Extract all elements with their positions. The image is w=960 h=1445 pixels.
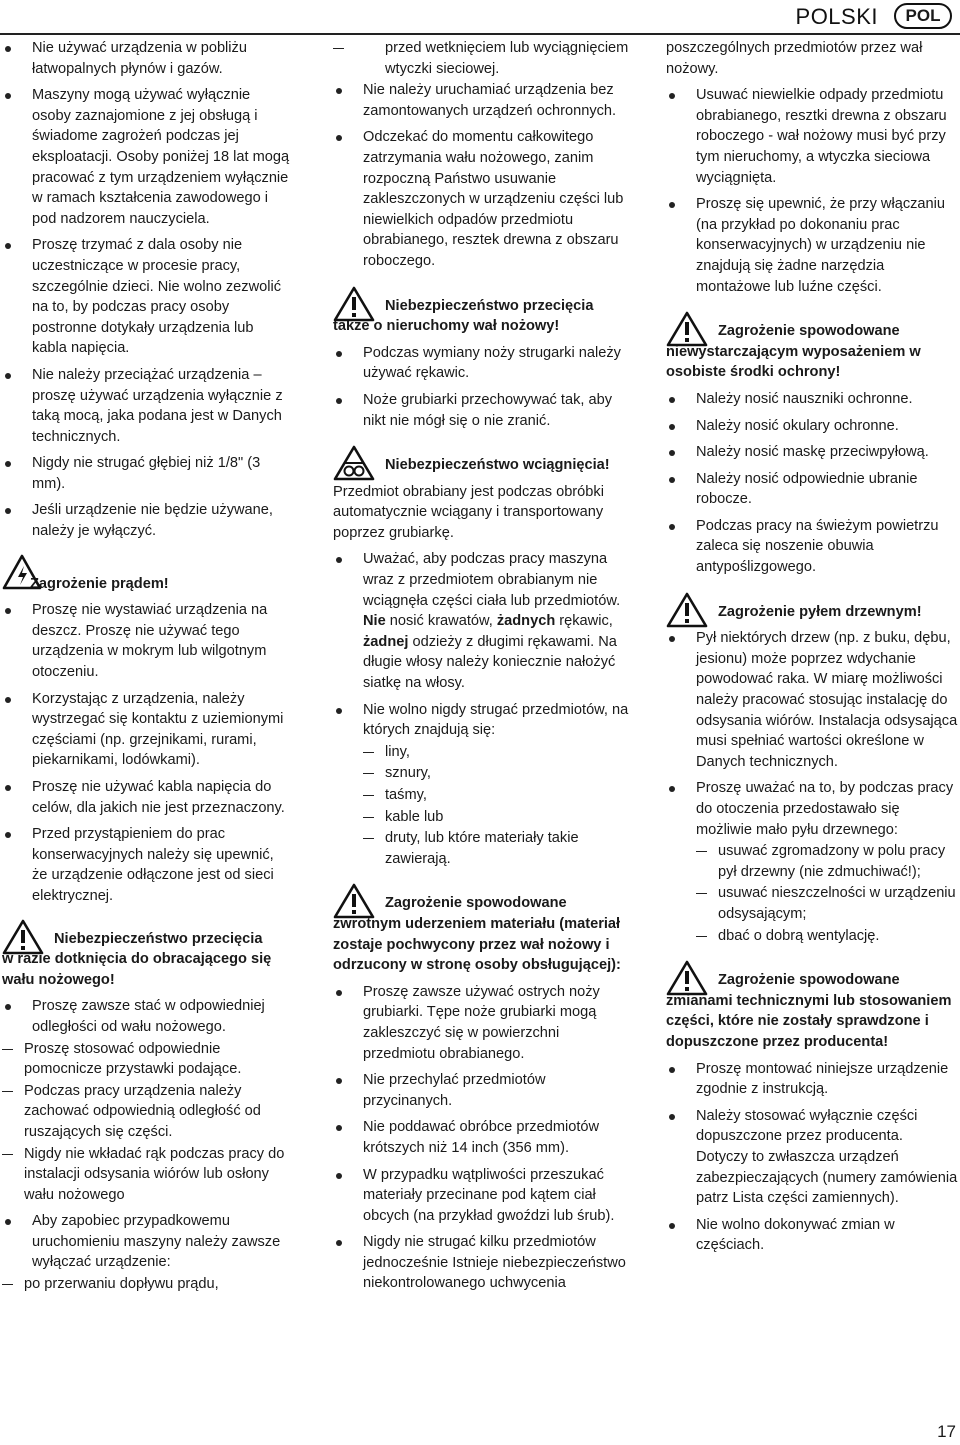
bullet-list-dust bbox=[666, 628, 958, 946]
warning-title: Niebezpieczeństwo wciągnięcia! bbox=[385, 457, 610, 474]
header-rule bbox=[0, 33, 960, 35]
warning-title: Zagrożenie spowodowane bbox=[718, 323, 900, 340]
pull-in-warning-icon bbox=[333, 445, 375, 481]
warning-pull-in bbox=[333, 455, 629, 476]
warning-title: Niebezpieczeństwo przecięcia bbox=[54, 930, 263, 947]
list-item: Podczas pracy na świeżym powietrzu zaleca się noszenie obuwia antypoślizgowego. bbox=[666, 516, 958, 578]
page-number: 17 bbox=[937, 1422, 956, 1442]
dash-list bbox=[2, 1274, 292, 1295]
list-item: Należy nosić maskę przeciwpyłową. bbox=[666, 442, 958, 463]
list-item: Nie należy uruchamiać urządzenia bez zamontowanych urządzeń ochronnych. bbox=[333, 80, 629, 121]
list-item: Pył niektórych drzew (np. z buku, dębu, jesionu) może poprzez wdychanie powodować raka. W miarę możliwości należy pracować stosując instalację do odsysania wiórów. Instalacja odsysająca musi spełniać wartości określone w Danych technicznych. bbox=[666, 628, 958, 772]
warning-subtitle: w razie dotknięcia do obracającego się wału nożowego! bbox=[2, 951, 272, 988]
bullet-list-modifications bbox=[666, 1059, 958, 1256]
list-item: Aby zapobiec przypadkowemu uruchomieniu maszyny należy zawsze wyłączać urządzenie: po przerwaniu dopływu prądu, bbox=[2, 1211, 292, 1294]
list-item: Proszę montować niniejsze urządzenie zgodnie z instrukcją. bbox=[666, 1059, 958, 1100]
list-item: Należy nosić nauszniki ochronne. bbox=[666, 389, 958, 410]
list-item: Uważać, aby podczas pracy maszyna wraz z przedmiotem obrabianym nie wciągnęła części ciała lub przedmiotów. Nie nosić krawatów, żadnych rękawic, żadnej odzieży z długimi rękawami. Na długie włosy należy koniecznie nałożyć siatkę na włosy. bbox=[333, 549, 629, 693]
continued-text: poszczególnych przedmiotów przez wał nożowy. bbox=[666, 40, 923, 77]
list-item: Nie należy przeciążać urządzenia – proszę używać urządzenia wyłącznie z taką mocą, jaka podana jest w Danych technicznych. bbox=[2, 365, 292, 447]
header-language: POLSKI bbox=[795, 4, 878, 29]
warning-title: Zagrożenie spowodowane bbox=[385, 895, 567, 912]
column-3 bbox=[666, 38, 958, 1262]
list-item: Noże grubiarki przechowywać tak, aby nikt nie mógł się o nie zranić. bbox=[333, 390, 629, 431]
warning-kickback bbox=[333, 893, 629, 975]
dash-list bbox=[363, 742, 629, 870]
dash-item: po przerwaniu dopływu prądu, bbox=[2, 1274, 292, 1295]
dash-item: przed wetknięciem lub wyciągnięciem wtyczki sieciowej. bbox=[333, 38, 629, 79]
list-item: Należy nosić okulary ochronne. bbox=[666, 416, 958, 437]
warning-triangle-icon bbox=[333, 286, 375, 322]
dash-list-continued bbox=[333, 38, 629, 79]
list-item: Maszyny mogą używać wyłącznie osoby zaznajomione z jej obsługą i świadome zagrożeń podczas jej eksploatacji. Osoby poniżej 18 lat mogą pracować z tym urządzeniem wyłącznie w ramach kształcenia zawodowego i pod nadzorem nauczyciela. bbox=[2, 85, 292, 229]
warning-subtitle: niewystarczającym wyposażeniem w osobiste środki ochrony! bbox=[666, 343, 921, 381]
warning-cut-rotating bbox=[2, 929, 292, 991]
warning-triangle-icon bbox=[666, 592, 708, 628]
warning-subtitle: także o nieruchomy wał nożowy! bbox=[333, 318, 560, 335]
column-2 bbox=[333, 38, 629, 1300]
language-badge: POL bbox=[894, 3, 952, 29]
list-item: Proszę uważać na to, by podczas pracy do otoczenia przedostawało się możliwie mało pyłu drzewnego: usuwać zgromadzony w polu pracy pył drzewny (nie zdmuchiwać!); usuwać nieszczelności w urządzeniu odsysającym; dbać o dobrą wentylację. bbox=[666, 778, 958, 946]
list-item: Nigdy nie strugać głębiej niż 1/8" (3 mm). bbox=[2, 453, 292, 494]
dash-list bbox=[696, 841, 958, 946]
dash-item: Nigdy nie wkładać rąk podczas pracy do instalacji odsysania wiórów lub osłony wału nożowego bbox=[2, 1144, 292, 1206]
list-item: Proszę nie używać kabla napięcia do celów, dla jakich nie jest przeznaczony. bbox=[2, 777, 292, 818]
warning-title: Zagrożenie pyłem drzewnym! bbox=[718, 603, 922, 620]
list-item: Nie wolno dokonywać zmian w częściach. bbox=[666, 1215, 958, 1256]
bullet-list-general bbox=[2, 38, 292, 542]
warning-title: Zagrożenie spowodowane bbox=[718, 972, 900, 989]
dash-item: druty, lub które materiały takie zawierają. bbox=[363, 828, 629, 869]
warning-subtitle: zwrotnym uderzeniem materiału (materiał zostaje pochwycony przez wał nożowy i odrzucony w stronę osoby obsługującej): bbox=[333, 915, 621, 974]
bullet-list-knives bbox=[333, 343, 629, 431]
warning-triangle-icon bbox=[666, 311, 708, 347]
dash-item: kable lub bbox=[363, 807, 629, 828]
list-item: Usuwać niewielkie odpady przedmiotu obrabianego, resztki drewna z obszaru roboczego - wał nożowy musi być przy tym nieruchomy, a wtyczka sieciowa wyciągnięta. bbox=[666, 85, 958, 188]
dash-item: Proszę stosować odpowiednie pomocnicze przystawki podające. bbox=[2, 1039, 292, 1080]
list-item: Korzystając z urządzenia, należy wystrzegać się kontaktu z uziemionymi częściami (np. grzejnikami, rurami, piekarnikami, lodówkami). bbox=[2, 689, 292, 771]
warning-ppe bbox=[666, 321, 958, 383]
list-item: Nie przechylać przedmiotów przycinanych. bbox=[333, 1070, 629, 1111]
column-1 bbox=[2, 38, 292, 1301]
electric-warning-icon bbox=[2, 554, 44, 590]
warning-dust bbox=[666, 602, 958, 623]
bullet-list-ppe bbox=[666, 389, 958, 578]
dash-list bbox=[2, 1039, 292, 1206]
warning-cut-still bbox=[333, 296, 629, 337]
dash-item: Podczas pracy urządzenia należy zachować odpowiednią odległość od ruszających się części. bbox=[2, 1081, 292, 1143]
warning-triangle-icon bbox=[2, 919, 44, 955]
list-item: Przed przystąpieniem do prac konserwacyjnych należy się upewnić, że urządzenie odłączone jest od sieci elektrycznej. bbox=[2, 824, 292, 906]
list-item: Proszę nie wystawiać urządzenia na deszcz. Proszę nie używać tego urządzenia w mokrym lub wilgotnym otoczeniu. bbox=[2, 600, 292, 682]
dash-item: dbać o dobrą wentylację. bbox=[696, 926, 958, 947]
list-item: Należy stosować wyłącznie części dopuszczone przez producenta. Dotyczy to zwłaszcza urządzeń zabezpieczających (numery zamówienia patrz Lista części zamiennych). bbox=[666, 1106, 958, 1209]
list-item: Nigdy nie strugać kilku przedmiotów jednocześnie Istnieje niebezpieczeństwo niekontrolowanego uchwycenia bbox=[333, 1232, 629, 1294]
dash-item: usuwać nieszczelności w urządzeniu odsysającym; bbox=[696, 883, 958, 924]
bullet-list-guards bbox=[333, 80, 629, 271]
dash-item: sznury, bbox=[363, 763, 629, 784]
dash-item: taśmy, bbox=[363, 785, 629, 806]
list-item: Podczas wymiany noży strugarki należy używać rękawic. bbox=[333, 343, 629, 384]
bullet-list-cut bbox=[2, 996, 292, 1294]
list-item: Należy nosić odpowiednie ubranie robocze. bbox=[666, 469, 958, 510]
dash-item: usuwać zgromadzony w polu pracy pył drzewny (nie zdmuchiwać!); bbox=[696, 841, 958, 882]
list-item: Nie poddawać obróbce przedmiotów krótszych niż 14 inch (356 mm). bbox=[333, 1117, 629, 1158]
dash-item: liny, bbox=[363, 742, 629, 763]
warning-title: Niebezpieczeństwo przecięcia bbox=[385, 297, 594, 314]
list-item: Proszę się upewnić, że przy włączaniu (na przykład po dokonaniu prac konserwacyjnych) w urządzeniu nie znajdują się żadne narzędzia montażowe lub luźne części. bbox=[666, 194, 958, 297]
warning-electric bbox=[2, 564, 292, 595]
bullet-list-cleanup bbox=[666, 85, 958, 297]
warning-triangle-icon bbox=[666, 960, 708, 996]
bullet-list-electric bbox=[2, 600, 292, 906]
list-item: Jeśli urządzenie nie będzie używane, należy je wyłączyć. bbox=[2, 500, 292, 541]
list-item: Proszę zawsze używać ostrych noży grubiarki. Tępe noże grubiarki mogą zakleszczyć się w powierzchni przedmiotu obrabianego. bbox=[333, 982, 629, 1064]
pull-in-paragraph: Przedmiot obrabiany jest podczas obróbki automatycznie wciągany i transportowany poprzez grubiarkę. bbox=[333, 483, 604, 541]
list-item: Nie używać urządzenia w pobliżu łatwopalnych płynów i gazów. bbox=[2, 38, 292, 79]
warning-title: Zagrożenie prądem! bbox=[30, 575, 169, 592]
list-item: W przypadku wątpliwości przeszukać materiały przecinane pod kątem ciał obcych (na przykład gwoździ lub śrub). bbox=[333, 1165, 629, 1227]
list-item: Proszę zawsze stać w odpowiedniej odległości od wału nożowego. Proszę stosować odpowiednie pomocnicze przystawki podające. Podczas pracy urządzenia należy zachować odpowiednią odległość od ruszających się części. Nigdy nie wkładać rąk podczas pracy do instalacji odsysania wiórów lub osłony wału nożowego bbox=[2, 996, 292, 1205]
bullet-list-kickback bbox=[333, 982, 629, 1294]
list-item: Nie wolno nigdy strugać przedmiotów, na których znajdują się: liny, sznury, taśmy, kable lub druty, lub które materiały takie zawierają. bbox=[333, 700, 629, 870]
list-item: Proszę trzymać z dala osoby nie uczestniczące w procesie pracy, szczególnie dzieci. Nie wolno zezwolić na to, by podczas pracy osoby postronne dotykały urządzenia lub kabla napięcia. bbox=[2, 235, 292, 359]
warning-triangle-icon bbox=[333, 883, 375, 919]
warning-modifications bbox=[666, 970, 958, 1052]
warning-subtitle: zmianami technicznymi lub stosowaniem części, które nie zostały sprawdzone i dopuszczone przez producenta! bbox=[666, 992, 952, 1050]
list-item: Odczekać do momentu całkowitego zatrzymania wału nożowego, zanim rozpoczną Państwo usuwanie zakleszczonych w urządzeniu części lub niewielkich odpadów przedmiotu obrabianego, resztek drewna z obszaru roboczego. bbox=[333, 127, 629, 271]
bullet-list-pull-in bbox=[333, 549, 629, 869]
